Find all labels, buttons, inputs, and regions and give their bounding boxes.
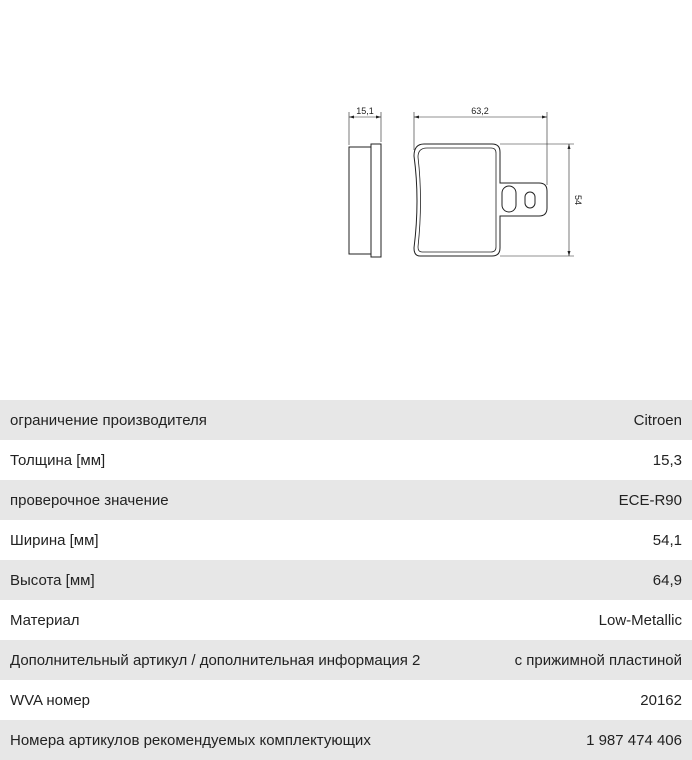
spec-label: Ширина [мм]	[10, 531, 99, 549]
specs-table	[0, 400, 692, 760]
height-arrow-top	[568, 144, 571, 149]
spec-value: Citroen	[633, 411, 682, 429]
spec-label: Толщина [мм]	[10, 451, 106, 469]
spec-label: Материал	[10, 611, 80, 629]
width-arrow-right	[542, 116, 547, 119]
spec-row-test-value	[0, 480, 692, 520]
side-view	[349, 112, 381, 257]
thickness-arrow-right	[376, 116, 381, 119]
spec-row-additional-info	[0, 640, 692, 680]
spec-row-thickness	[0, 440, 692, 480]
spec-label: Дополнительный артикул / дополнительная информация 2	[10, 651, 421, 669]
height-label: 54	[573, 194, 583, 206]
spec-label: WVA номер	[10, 691, 91, 709]
spec-value: Low-Metallic	[598, 611, 682, 629]
height-arrow-bottom	[568, 251, 571, 256]
thickness-arrow-left	[349, 116, 354, 119]
spec-value: ECE-R90	[618, 491, 682, 509]
spec-value: 54,1	[652, 531, 682, 549]
spec-row-width	[0, 520, 692, 560]
spec-value: 20162	[640, 691, 682, 709]
width-arrow-left	[414, 116, 419, 119]
mounting-hole	[525, 192, 535, 208]
thickness-label: 15,1	[356, 106, 374, 116]
spec-label: проверочное значение	[10, 491, 169, 509]
spec-value: с прижимной пластиной	[514, 651, 682, 669]
pad-outline	[414, 144, 547, 256]
spec-label: Номера артикулов рекомендуемых комплектующих	[10, 731, 371, 749]
spec-row-recommended-articles	[0, 720, 692, 760]
spec-value: 1 987 474 406	[586, 731, 682, 749]
friction-material-outline	[418, 148, 496, 252]
mounting-slot	[502, 186, 516, 212]
spec-row-height	[0, 560, 692, 600]
spec-row-wva-number	[0, 680, 692, 720]
spec-label: Высота [мм]	[10, 571, 95, 589]
spec-row-manufacturer-restriction	[0, 400, 692, 440]
spec-value: 15,3	[652, 451, 682, 469]
spec-label: ограничение производителя	[10, 411, 207, 429]
side-view-pad	[349, 147, 371, 254]
spec-value: 64,9	[652, 571, 682, 589]
spec-row-material	[0, 600, 692, 640]
side-view-backing-plate	[371, 144, 381, 257]
front-view	[414, 112, 574, 256]
width-label: 63,2	[471, 106, 489, 116]
